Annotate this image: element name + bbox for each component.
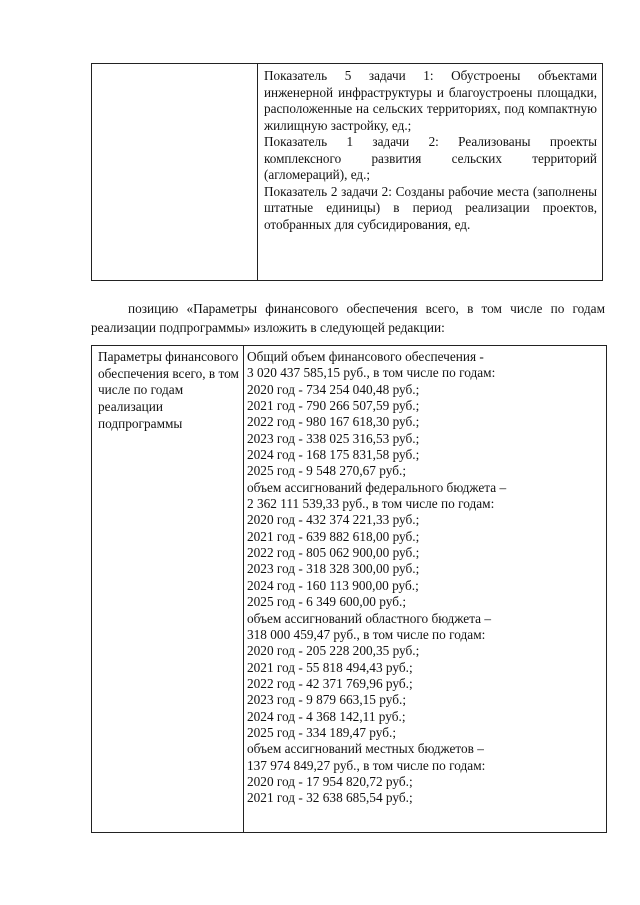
- finance-line: объем ассигнований областного бюджета –: [247, 610, 492, 626]
- finance-line: 2025 год - 334 189,47 руб.;: [247, 724, 397, 740]
- finance-line: 2020 год - 205 228 200,35 руб.;: [247, 643, 420, 659]
- finance-line: 2024 год - 4 368 142,11 руб.;: [247, 708, 406, 724]
- finance-line: 2025 год - 9 548 270,67 руб.;: [247, 463, 407, 479]
- finance-line: 2021 год - 55 818 494,43 руб.;: [247, 659, 413, 675]
- finance-line: 2021 год - 32 638 685,54 руб.;: [247, 790, 413, 806]
- finance-line: 2 362 111 539,33 руб., в том числе по годам:: [247, 496, 495, 512]
- finance-line: 2020 год - 432 374 221,33 руб.;: [247, 512, 420, 528]
- finance-line: 2023 год - 338 025 316,53 руб.;: [247, 430, 420, 446]
- indicators-cell: [258, 64, 603, 281]
- finance-line: 2021 год - 639 882 618,00 руб.;: [247, 528, 420, 544]
- finance-table: [91, 345, 607, 833]
- finance-line: 3 020 437 585,15 руб., в том числе по годам:: [247, 365, 496, 381]
- finance-label: Параметры финансового обеспечения всего, в том числе по годам реализации подпрограммы: [92, 346, 244, 833]
- finance-line: объем ассигнований местных бюджетов –: [247, 741, 484, 757]
- indicator-1-task-2: Показатель 1 задачи 2: Реализованы проекты комплексного развития сельских территорий (агломераций), ед.;: [264, 134, 597, 182]
- finance-line: 2022 год - 805 062 900,00 руб.;: [247, 545, 420, 561]
- empty-cell: [92, 64, 258, 281]
- table-row: [92, 64, 603, 281]
- finance-line: 318 000 459,47 руб., в том числе по годам:: [247, 626, 486, 642]
- finance-line: 2020 год - 734 254 040,48 руб.;: [247, 381, 420, 397]
- indicator-2-task-2: Показатель 2 задачи 2: Созданы рабочие места (заполнены штатные единицы) в период реализации проектов, отобранных для субсидирования, ед.: [264, 183, 597, 232]
- finance-line: 137 974 849,27 руб., в том числе по годам:: [247, 757, 486, 773]
- finance-line: 2022 год - 42 371 769,96 руб.;: [247, 675, 413, 691]
- finance-line: Общий объем финансового обеспечения -: [247, 349, 484, 364]
- finance-line: 2025 год - 6 349 600,00 руб.;: [247, 594, 407, 610]
- indicator-5-task-1: Показатель 5 задачи 1: Обустроены объектами инженерной инфраструктуры и благоустроены площадки, расположенные на сельских территориях, под компактную жилищную застройку, ед.;: [264, 68, 597, 133]
- finance-line: 2023 год - 318 328 300,00 руб.;: [247, 561, 420, 577]
- amendment-paragraph: позицию «Параметры финансового обеспечения всего, в том числе по годам реализации подпрограммы» изложить в следующей редакции:: [91, 301, 605, 335]
- indicators-table: [91, 63, 603, 281]
- finance-line: 2024 год - 168 175 831,58 руб.;: [247, 447, 420, 463]
- table-row: [92, 346, 607, 833]
- finance-values: [244, 346, 607, 833]
- finance-line: 2023 год - 9 879 663,15 руб.;: [247, 692, 407, 708]
- finance-line: объем ассигнований федерального бюджета –: [247, 479, 507, 495]
- finance-line: 2021 год - 790 266 507,59 руб.;: [247, 398, 420, 414]
- finance-line: 2020 год - 17 954 820,72 руб.;: [247, 773, 413, 789]
- finance-lines-list: [247, 349, 602, 807]
- finance-line: 2024 год - 160 113 900,00 руб.;: [247, 577, 419, 593]
- finance-line: 2022 год - 980 167 618,30 руб.;: [247, 414, 420, 430]
